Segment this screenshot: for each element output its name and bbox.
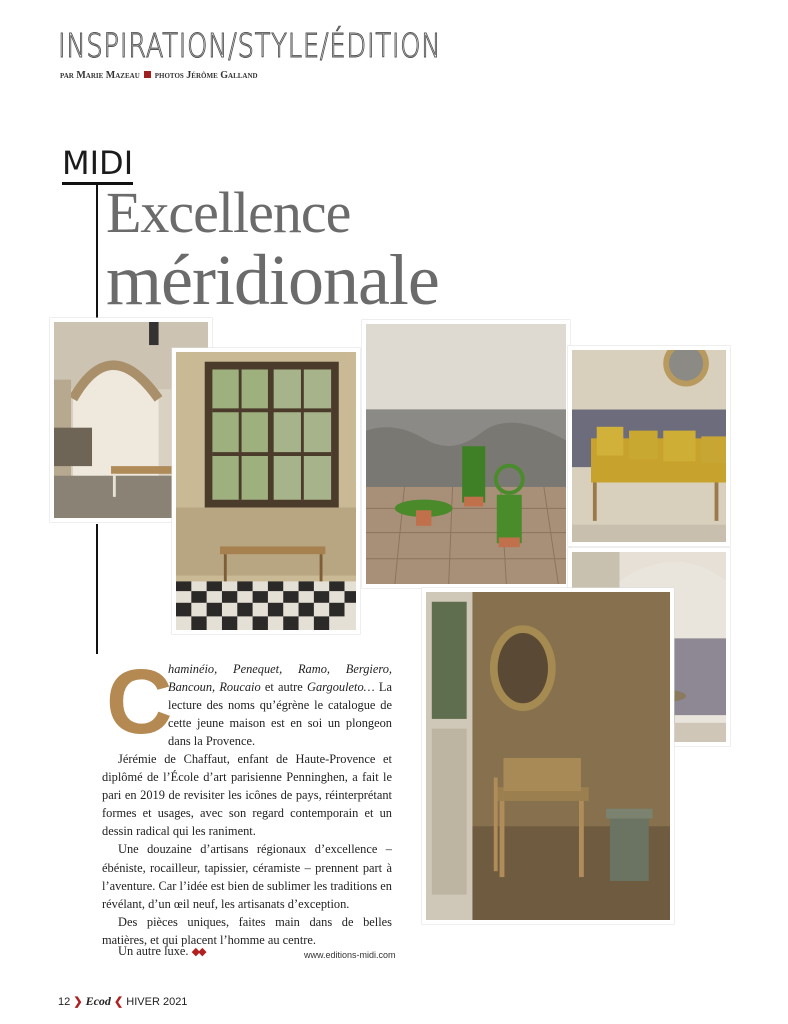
section-rubric: INSPIRATION/STYLE/ÉDITION — [58, 26, 442, 65]
lead-paragraph — [168, 660, 392, 750]
chevron-left-icon: ❮ — [114, 996, 124, 1008]
lead-rest: La lecture des noms qu’égrène le catalogue de cette jeune maison est en soi un plongeon dans la Provence. — [168, 680, 393, 749]
byline-photos: photos Jérôme Galland — [154, 70, 258, 81]
paragraph-3: Une douzaine d’artisans régionaux d’excellence – ébéniste, rocailleur, tapissier, céramiste – prennent part à l’aventure. Car l’idée est bien de sublimer les traditions en révélant, d’un œil neuf, les artisanats d’exception. — [102, 842, 392, 911]
website-link[interactable]: www.editions-midi.com — [304, 950, 396, 960]
issue-label: HIVER 2021 — [126, 996, 188, 1008]
page-folio — [58, 994, 187, 1009]
magazine-name: Ecod — [85, 994, 111, 1008]
byline — [60, 70, 258, 81]
headline-line-2: méridionale — [106, 240, 439, 320]
article-kicker: MIDI — [62, 146, 133, 185]
paragraph-2: Jérémie de Chaffaut, enfant de Haute-Provence et diplômé de l’École d’art parisienne Penninghen, a fait le pari en 2019 de revisiter les icônes de pays, réinterprétant formes et usages, avec son regard contemporain et un dessin radical qui les raniment. — [102, 752, 392, 839]
closing-text: Un autre luxe. — [118, 944, 189, 958]
chevron-right-icon: ❯ — [73, 996, 83, 1008]
byline-separator-square — [144, 71, 151, 78]
vertical-rule — [96, 185, 98, 319]
drop-cap: C — [106, 651, 173, 753]
paragraph-4: Des pièces uniques, faites main dans de belles matières, et qui placent l’homme au centre. — [102, 914, 392, 947]
byline-author: par Marie Mazeau — [60, 70, 140, 81]
headline-line-1: Excellence — [106, 180, 351, 245]
page-number: 12 — [58, 996, 71, 1008]
end-mark-icon: ◆◆ — [191, 946, 205, 958]
closing-line — [118, 944, 205, 959]
photo-green-ceramics — [362, 320, 570, 588]
lead-italic-last: Gargouleto… — [307, 680, 375, 695]
vertical-rule-lower — [96, 524, 98, 654]
body-text — [102, 750, 392, 949]
photo-window-checkered-floor — [172, 348, 360, 634]
lead-connector: et autre — [260, 680, 308, 695]
photo-yellow-sofa — [568, 346, 730, 546]
photo-woven-chair-portrait — [422, 588, 674, 924]
lead-italic-names: haminéio, Penequet, Ramo, Bergiero, Bancoun, Roucaio — [168, 662, 392, 695]
